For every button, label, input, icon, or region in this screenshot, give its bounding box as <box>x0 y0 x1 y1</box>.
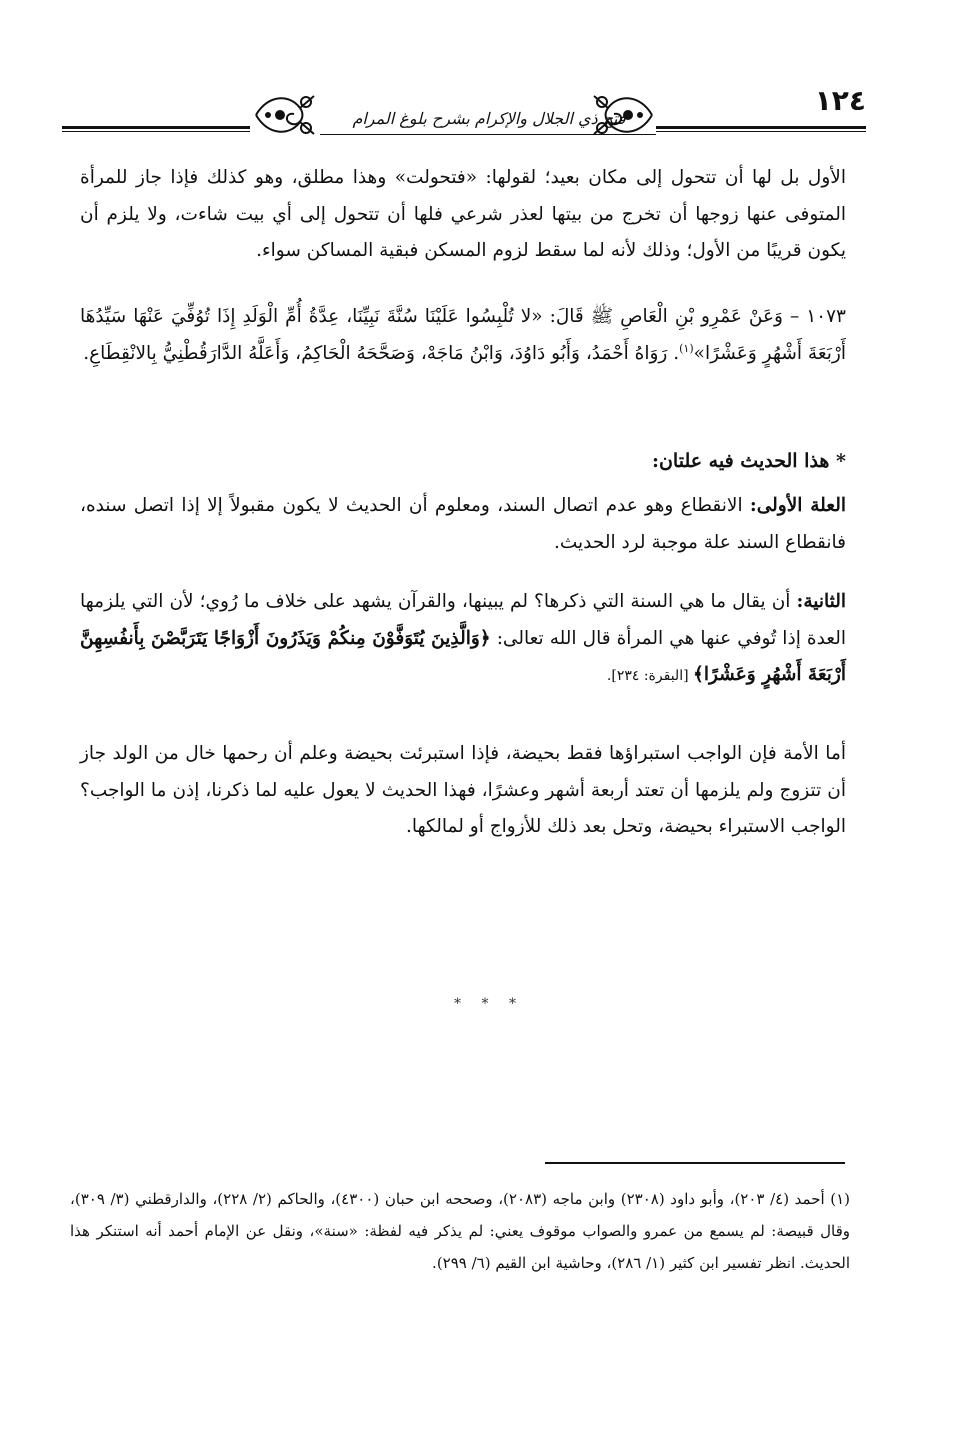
hadith-block <box>80 298 846 372</box>
hadith-text: ١٠٧٣ – وَعَنْ عَمْرِو بْنِ الْعَاصِ ﷺ قَالَ: «لا تُلْبِسُوا عَلَيْنَا سُنَّةَ نَبِيِّنَا، عِدَّةُ أُمِّ الْوَلَدِ إِذَا تُوُفِّيَ عَنْهَا سَيِّدُهَا أَرْبَعَةَ أَشْهُرٍ وَعَشْرًا» <box>80 306 846 364</box>
floral-ornament-icon <box>250 86 320 144</box>
header-rule-left <box>62 126 250 129</box>
running-title: فتح ذي الجلال والإكرام بشرح بلوغ المرام <box>352 109 626 128</box>
paragraph-body: أن يقال ما هي السنة التي ذكرها؟ لم يبينها، والقرآن يشهد على خلاف ما رُوي؛ لأن التي يلزمها العدة إذا تُوفي عنها هي المرأة قال الله تعالى: <box>80 591 846 649</box>
quran-verse: ﴿وَالَّذِينَ يُتَوَفَّوْنَ مِنكُمْ وَيَذَرُونَ أَزْوَاجًا يَتَرَبَّصْنَ بِأَنفُسِهِنَّ أَرْبَعَةَ أَشْهُرٍ وَعَشْرًا﴾ <box>80 627 846 685</box>
header-rule-right <box>656 126 866 129</box>
section-separator: * * * <box>454 996 524 1012</box>
paragraph-1: الأول بل لها أن تتحول إلى مكان بعيد؛ لقولها: «فتحولت» وهذا مطلق، وهو كذلك فإذا جاز للمرأة المتوفى عنها زوجها أن تخرج من بيتها لعذر شرعي فلها أن تتحول إلى أي بيت شاءت، ولا يلزم أن يكون قريبًا من الأول؛ وذلك لأنه لما سقط لزوم المسكن فبقية المساكن سواء. <box>80 167 846 261</box>
header-rule-right-thin <box>656 131 866 132</box>
header-rule-left-thin <box>62 131 250 132</box>
footnote-marker[interactable]: (١) <box>679 341 694 355</box>
hadith-source: . رَوَاهُ أَحْمَدُ، وَأَبُو دَاوُدَ، وَابْنُ مَاجَهْ، وَصَحَّحَهُ الْحَاكِمُ، وَأَعَلَّهُ الدَّارَقُطْنِيُّ بِالانْقِطَاعِ. <box>83 343 680 364</box>
running-header <box>62 72 866 162</box>
paragraph-first-defect <box>80 488 846 561</box>
verse-reference: [البقرة: ٢٣٤]. <box>606 668 693 684</box>
paragraph-body: الانقطاع وهو عدم اتصال السند، ومعلوم أن الحديث لا يكون مقبولاً إلا إذا اتصل سنده، فانقطاع السند علة موجبة لرد الحديث. <box>80 495 846 553</box>
paragraph-4: أما الأمة فإن الواجب استبراؤها فقط بحيضة، فإذا استبرئت بحيضة وعلم أن رحمها خال من الولد جاز أن تتزوج ولم يلزمها أن تعتد أربعة أشهر وعشرًا، فهذا الحديث لا يعول عليه لما ذكرنا، إذن ما الواجب؟ الواجب الاستبراء بحيضة، وتحل بعد ذلك للأزواج أو لمالكها. <box>80 743 846 837</box>
page-number: ١٢٤ <box>814 84 866 117</box>
paragraph-lead: الثانية: <box>796 591 846 612</box>
paragraph-second-defect <box>80 584 846 695</box>
section-heading: * هذا الحديث فيه علتان: <box>651 450 846 472</box>
footnote-1: (١) أحمد (٤/ ٢٠٣)، وأبو داود (٢٣٠٨) وابن ماجه (٢٠٨٣)، وصححه ابن حبان (٤٣٠٠)، والحاكم (٢/ ٢٢٨)، والدارقطني (٣/ ٣٠٩)، وقال قبيصة: لم يسمع من عمرو والصواب موقوف يعني: لم يذكر فيه لفظة: «سنة»، ونقل عن الإمام أحمد أنه استنكر هذا الحديث. انظر تفسير ابن كثير (١/ ٢٨٦)، وحاشية ابن القيم (٦/ ٢٩٩). <box>70 1190 851 1272</box>
footnote-rule <box>545 1162 845 1164</box>
paragraph-lead: العلة الأولى: <box>749 495 846 516</box>
